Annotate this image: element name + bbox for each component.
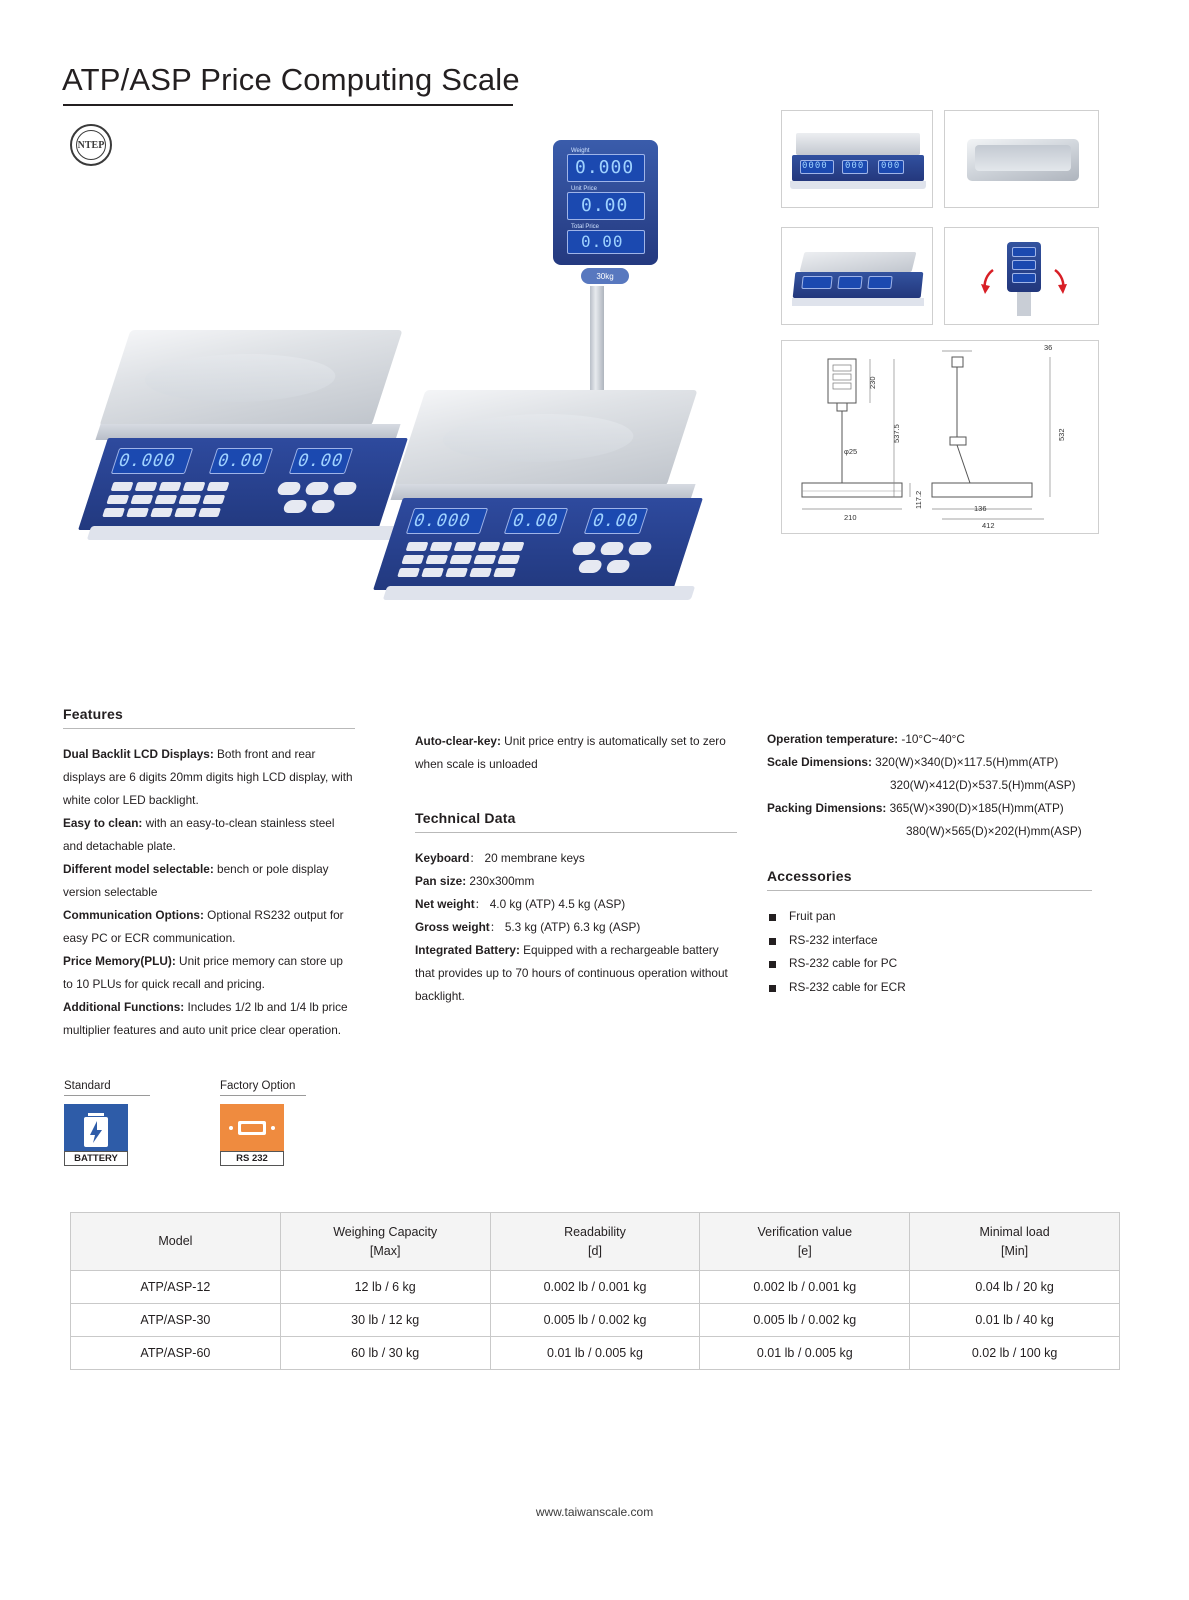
technical-text: Equipped with a rechargeable battery that provides up to 70 hours of continuous operation without backlight. [415,943,728,1003]
product-thumbnail-front: 0000 000 000 [781,110,933,208]
features-heading: Features [63,706,123,722]
technical-item [415,939,737,1008]
technical-label: Integrated Battery: [415,943,520,957]
packing-dimensions-label: Packing Dimensions: [767,801,887,815]
list-item: Fruit pan [767,905,1092,929]
column-header-line1: Verification value [757,1224,853,1239]
cell-verification: 0.002 lb / 0.001 kg [700,1271,910,1304]
dim-label-dia25: φ25 [844,447,858,456]
cell-capacity: 60 lb / 30 kg [280,1337,490,1370]
feature-text: Unit price memory can store up to 10 PLUs for quick recall and pricing. [63,954,343,991]
technical-sep: ： [489,920,502,934]
column-header-capacity [280,1213,490,1271]
cell-readability: 0.005 lb / 0.002 kg [490,1304,700,1337]
column-header-line1: Minimal load [979,1224,1050,1239]
technical-item [415,870,737,893]
hero-image-pole-scale: 0.000 0.00 0.00 Weight Unit Price Total Price 30kg 0.000 0.00 0.00 [385,140,725,650]
accessories-divider [767,890,1092,891]
column-header-minimal-load [910,1213,1120,1271]
auto-clear-item [415,730,737,776]
cell-minimal-load: 0.02 lb / 100 kg [910,1337,1120,1370]
operation-temperature-label: Operation temperature: [767,732,899,746]
dim-label-537: 537.5 [892,424,901,443]
dim-label-36: 36 [1044,343,1053,352]
rs232-icon-caption: RS 232 [220,1151,284,1166]
dimension-drawing [781,340,1099,534]
rs232-icon [220,1104,284,1166]
cell-minimal-load: 0.04 lb / 20 kg [910,1271,1120,1304]
page-title: ATP/ASP Price Computing Scale [62,62,520,97]
column-header-line1: Weighing Capacity [333,1224,438,1239]
feature-label: Price Memory(PLU): [63,954,176,968]
auto-clear-text: Unit price entry is automatically set to zero when scale is unloaded [415,734,726,771]
dim-label-412: 412 [982,521,995,530]
technical-item [415,847,737,870]
feature-item [63,743,355,812]
cell-readability: 0.01 lb / 0.005 kg [490,1337,700,1370]
technical-text: 4.0 kg (ATP) 4.5 kg (ASP) [486,897,626,911]
technical-text: 5.3 kg (ATP) 6.3 kg (ASP) [501,920,641,934]
cell-minimal-load: 0.01 lb / 40 kg [910,1304,1120,1337]
technical-text: 230x300mm [466,874,535,888]
specification-table [70,1212,1120,1370]
dim-label-532: 532 [1057,428,1066,441]
column-header-line1: Readability [564,1224,626,1239]
cell-capacity: 12 lb / 6 kg [280,1271,490,1304]
feature-label: Dual Backlit LCD Displays: [63,747,214,761]
column-header-verification [700,1213,910,1271]
scale-dimensions-line2: 320(W)×412(D)×537.5(H)mm(ASP) [890,778,1076,792]
title-divider [63,104,513,106]
cell-model: ATP/ASP-12 [71,1271,281,1304]
product-thumbnail-angled [781,227,933,325]
factory-option-divider [220,1095,306,1096]
list-item: RS-232 cable for PC [767,952,1092,976]
table-row [71,1304,1120,1337]
column-header-readability [490,1213,700,1271]
cell-model: ATP/ASP-60 [71,1337,281,1370]
product-thumbnail-pan [944,110,1099,208]
standard-option-divider [64,1095,150,1096]
column-header-line2: [Max] [369,1243,401,1258]
features-column [63,706,355,1042]
feature-text: Both front and rear displays are 6 digits 20mm digits high LCD display, with white color LED backlight. [63,747,353,807]
feature-item [63,858,355,904]
dim-label-136: 136 [974,504,987,513]
technical-data-column [415,810,737,1008]
table-header-row [71,1213,1120,1271]
feature-text: Optional RS232 output for easy PC or ECR communication. [63,908,344,945]
dim-label-230: 230 [868,376,877,389]
features-divider [63,728,355,729]
rotation-arrows-icon [945,228,1100,326]
product-thumbnail-rotating-display [944,227,1099,325]
packing-dimensions-value-1: 365(W)×390(D)×185(H)mm(ATP) [886,801,1064,815]
table-row [71,1337,1120,1370]
footer-url[interactable]: www.taiwanscale.com [535,1505,654,1519]
operation-column [767,706,1092,843]
technical-data-divider [415,832,737,833]
column-header-line2: [d] [588,1243,602,1258]
cell-verification: 0.005 lb / 0.002 kg [700,1304,910,1337]
packing-dimensions-line2: 380(W)×565(D)×202(H)mm(ASP) [906,824,1082,838]
cell-readability: 0.002 lb / 0.001 kg [490,1271,700,1304]
factory-option-group [220,1080,306,1166]
feature-item [63,996,355,1042]
auto-clear-block [415,706,737,776]
technical-data-heading: Technical Data [415,810,516,826]
accessories-heading: Accessories [767,868,852,884]
auto-clear-label: Auto-clear-key: [415,734,501,748]
feature-item [63,812,355,858]
battery-icon-caption: BATTERY [64,1151,128,1166]
cell-model: ATP/ASP-30 [71,1304,281,1337]
column-header-line2: [e] [797,1243,812,1258]
technical-item [415,893,737,916]
technical-label: Pan size: [415,874,467,888]
technical-sep: ： [474,897,487,911]
feature-item [63,904,355,950]
feature-text: Includes 1/2 lb and 1/4 lb price multiplier features and auto unit price clear operation. [63,1000,348,1037]
ntep-badge-label: NTEP [76,130,106,160]
table-row [71,1271,1120,1304]
cell-verification: 0.01 lb / 0.005 kg [700,1337,910,1370]
feature-label: Additional Functions: [63,1000,185,1014]
column-header-line1: Model [158,1234,193,1249]
operation-temperature [767,728,1092,751]
standard-option-group [64,1080,150,1166]
packing-dimensions [767,797,1092,820]
feature-label: Easy to clean: [63,816,143,830]
battery-icon [64,1104,128,1166]
dim-label-210: 210 [844,513,857,522]
operation-temperature-value: -10°C~40°C [898,732,965,746]
accessories-column [767,868,1092,999]
feature-item [63,950,355,996]
accessories-list [767,905,1092,999]
feature-text: with an easy-to-clean stainless steel and detachable plate. [63,816,335,853]
technical-sep: ： [469,851,482,865]
feature-label: Different model selectable: [63,862,214,876]
standard-option-label: Standard [64,1080,111,1092]
scale-dimensions-value-1: 320(W)×340(D)×117.5(H)mm(ATP) [871,755,1059,769]
feature-text: bench or pole display version selectable [63,862,329,899]
technical-label: Keyboard [415,851,470,865]
list-item: RS-232 cable for ECR [767,976,1092,1000]
dim-label-117: 117.2 [914,490,923,509]
column-header-line2: [Min] [1001,1243,1029,1258]
cell-capacity: 30 lb / 12 kg [280,1304,490,1337]
feature-label: Communication Options: [63,908,204,922]
scale-dimensions-label: Scale Dimensions: [767,755,872,769]
technical-label: Gross weight [415,920,490,934]
technical-item [415,916,737,939]
factory-option-label: Factory Option [220,1080,296,1092]
scale-dimensions [767,751,1092,774]
hero-image-bench-scale: 0.000 0.00 0.00 [85,330,445,620]
technical-text: 20 membrane keys [481,851,585,865]
list-item: RS-232 interface [767,929,1092,953]
ntep-certification-icon [70,124,112,166]
column-header-model [71,1213,281,1271]
technical-label: Net weight [415,897,475,911]
